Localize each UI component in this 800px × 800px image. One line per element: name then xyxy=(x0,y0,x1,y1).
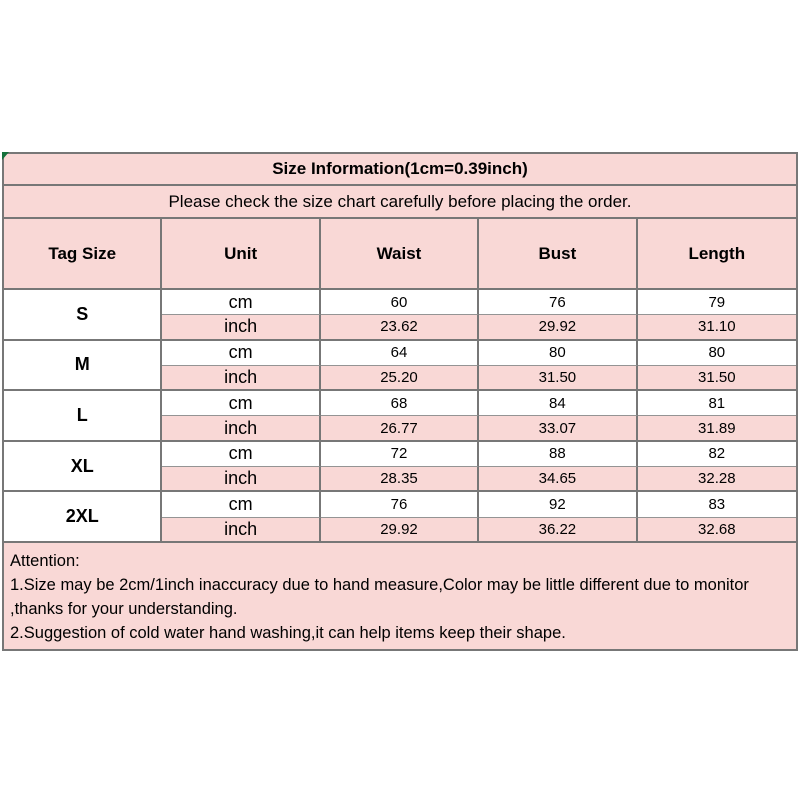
tag-size-cell: 2XL xyxy=(4,492,162,543)
bust-value-cell: 31.50 xyxy=(479,366,637,391)
attention-line: ,thanks for your understanding. xyxy=(10,599,238,618)
unit-label: inch xyxy=(162,315,320,340)
column-header-unit: Unit xyxy=(162,219,320,290)
bust-value-cell: 84 xyxy=(479,391,637,416)
unit-label: inch xyxy=(162,416,320,441)
unit-label: inch xyxy=(162,518,320,543)
waist-value-cell: 72 xyxy=(321,442,479,467)
waist-value-cell: 60 xyxy=(321,290,479,315)
bust-value-cell: 80 xyxy=(479,341,637,366)
table-subtitle: Please check the size chart carefully before placing the order. xyxy=(4,186,796,219)
waist-value-cell: 29.92 xyxy=(321,518,479,543)
length-value-cell: 83 xyxy=(638,492,796,517)
waist-value-cell: 23.62 xyxy=(321,315,479,340)
length-value-cell: 31.50 xyxy=(638,366,796,391)
tag-size-cell: M xyxy=(4,341,162,392)
length-value-cell: 32.28 xyxy=(638,467,796,492)
waist-value-cell: 64 xyxy=(321,341,479,366)
unit-label: cm xyxy=(162,290,320,315)
column-header-tag-size: Tag Size xyxy=(4,219,162,290)
unit-label: inch xyxy=(162,467,320,492)
bust-value-cell: 88 xyxy=(479,442,637,467)
length-value-cell: 31.89 xyxy=(638,416,796,441)
table-title: Size Information(1cm=0.39inch) xyxy=(4,154,796,186)
unit-label: cm xyxy=(162,492,320,517)
bust-value-cell: 36.22 xyxy=(479,518,637,543)
bust-value-cell: 92 xyxy=(479,492,637,517)
tag-size-cell: S xyxy=(4,290,162,341)
length-value-cell: 80 xyxy=(638,341,796,366)
tag-size-cell: XL xyxy=(4,442,162,493)
bust-value-cell: 29.92 xyxy=(479,315,637,340)
size-chart-panel xyxy=(2,152,798,651)
unit-label: cm xyxy=(162,391,320,416)
length-value-cell: 82 xyxy=(638,442,796,467)
attention-line: 1.Size may be 2cm/1inch inaccuracy due to hand measure,Color may be little different due to monitor xyxy=(10,575,749,594)
column-header-waist: Waist xyxy=(321,219,479,290)
waist-value-cell: 26.77 xyxy=(321,416,479,441)
waist-value-cell: 28.35 xyxy=(321,467,479,492)
attention-note xyxy=(4,543,796,649)
length-value-cell: 32.68 xyxy=(638,518,796,543)
waist-value-cell: 25.20 xyxy=(321,366,479,391)
column-header-bust: Bust xyxy=(479,219,637,290)
tag-size-cell: L xyxy=(4,391,162,442)
attention-line: 2.Suggestion of cold water hand washing,it can help items keep their shape. xyxy=(10,623,566,642)
bust-value-cell: 33.07 xyxy=(479,416,637,441)
length-value-cell: 31.10 xyxy=(638,315,796,340)
attention-heading: Attention: xyxy=(10,551,80,570)
waist-value-cell: 68 xyxy=(321,391,479,416)
unit-label: cm xyxy=(162,341,320,366)
length-value-cell: 79 xyxy=(638,290,796,315)
bust-value-cell: 76 xyxy=(479,290,637,315)
unit-label: cm xyxy=(162,442,320,467)
length-value-cell: 81 xyxy=(638,391,796,416)
unit-label: inch xyxy=(162,366,320,391)
size-table xyxy=(4,154,796,649)
bust-value-cell: 34.65 xyxy=(479,467,637,492)
column-header-length: Length xyxy=(638,219,796,290)
waist-value-cell: 76 xyxy=(321,492,479,517)
